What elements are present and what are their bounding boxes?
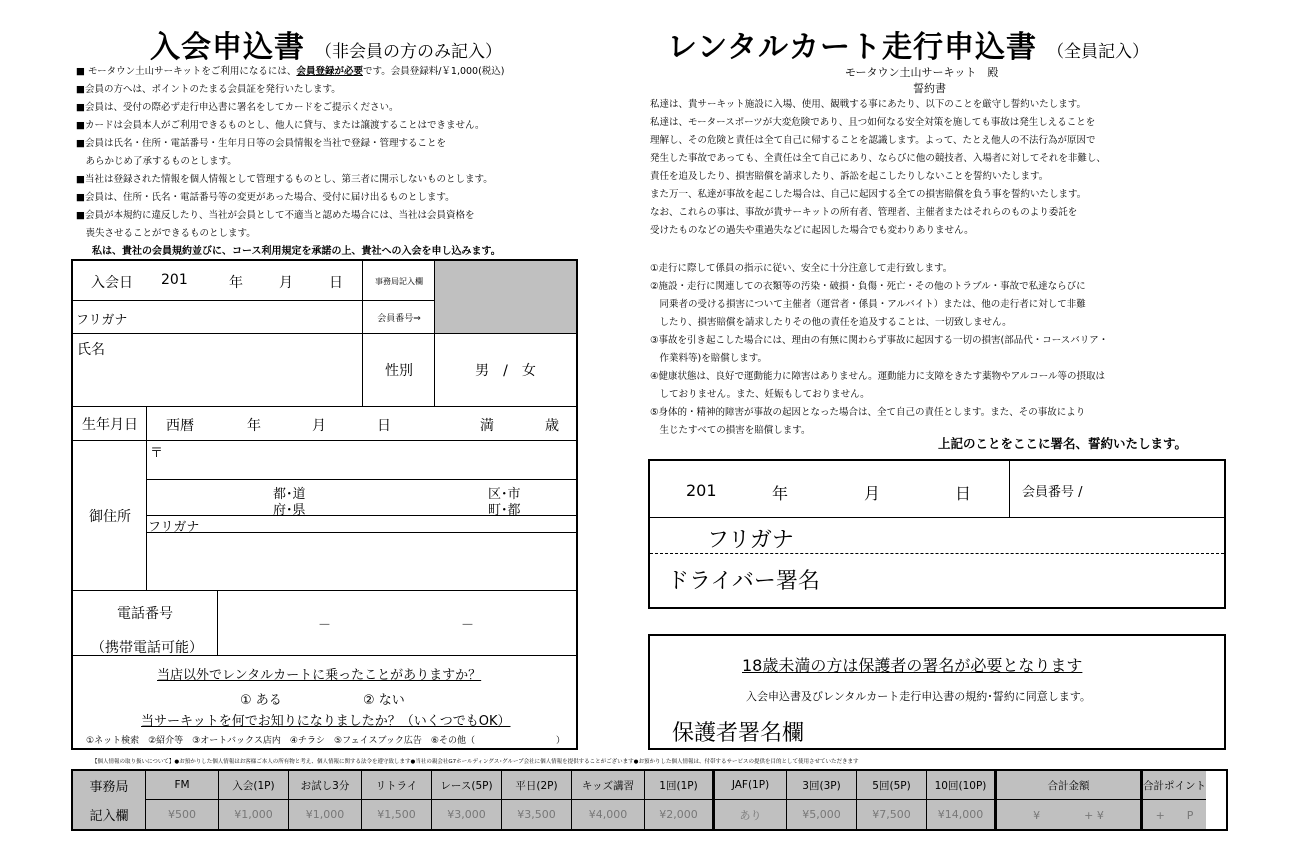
rental-subtitle: （全員記入）	[1047, 42, 1150, 62]
name-label: 氏名	[77, 342, 105, 358]
membership-rules	[76, 63, 636, 243]
option-yes[interactable]: ① ある	[240, 693, 282, 708]
phone-field[interactable]: － －	[217, 590, 576, 656]
fee-value-cell[interactable]: ¥1,500	[361, 800, 431, 829]
join-date-label: 入会日	[91, 275, 133, 291]
fee-header-cell: FM	[145, 771, 218, 800]
fee-value-cell[interactable]: ¥3,500	[501, 800, 571, 829]
fee-value-cell[interactable]: ¥2,000	[644, 800, 714, 829]
driver-member-number-label: 会員番号 /	[1022, 485, 1083, 500]
pledge-item: ②施設・走行に関連しての衣類等の汚染・破損・負傷・死亡・その他のトラブル・事故で私達ならびに	[650, 281, 1086, 292]
questions-area	[73, 655, 576, 748]
address-furigana-field[interactable]	[146, 515, 576, 533]
driver-furigana-field[interactable]	[650, 517, 1224, 554]
gender-label: 性別	[362, 333, 435, 406]
guardian-form	[648, 634, 1226, 750]
fee-header-cell: 合計金額	[996, 771, 1142, 800]
pledge-item: しておりません。また、妊娠もしておりません。	[650, 389, 870, 400]
membership-title	[150, 22, 502, 66]
pledge-title: 誓約書	[913, 82, 946, 95]
rental-title-text: レンタルカート走行申込書	[667, 30, 1038, 65]
pledge-line: 私達は、モータースポーツが大変危険であり、且つ如何なる安全対策を施しても事故は発生しえることを	[650, 117, 1096, 128]
rule-line: ■会員の方へは、ポイントのたまる会員証を発行いたします。	[76, 84, 341, 95]
pledge-line: 受けたものなどの過失や重過失などに起因した場合でも変わりありません。	[650, 225, 974, 236]
fee-value-cell[interactable]: ¥7,500	[856, 800, 926, 829]
pledge-item: ④健康状態は、良好で運動能力に障害はありません。運動能力に支障をきたす薬物やアルコール等の摂取は	[650, 371, 1106, 382]
fee-value-cell[interactable]: ¥3,000	[431, 800, 501, 829]
pledge-line: 発生した事故であっても、全責任は全て自己にあり、ならびに他の競技者、入場者に対してそれを非難し、	[650, 153, 1106, 164]
guardian-signature-field[interactable]: 保護者署名欄	[672, 721, 805, 746]
fee-header-cell: JAF(1P)	[714, 771, 786, 800]
office-use-field	[434, 261, 576, 333]
fee-value-cell[interactable]: ¥14,000	[926, 800, 996, 829]
postal-mark: 〒	[150, 446, 164, 461]
join-date-row	[73, 261, 363, 301]
driver-month-label: 月	[864, 484, 881, 503]
gender-options[interactable]: 男 / 女	[434, 333, 576, 406]
pledge-line: 私達は、貴サーキット施設に入場、使用、観戦する事にあたり、以下のことを厳守し誓約いたします。	[650, 99, 1087, 110]
office-use-label-2: 記入欄	[73, 800, 145, 829]
fee-value-cell[interactable]: + P	[1142, 800, 1206, 829]
driver-year-prefix: 201	[686, 481, 717, 500]
fee-header-cell: 入会(1P)	[218, 771, 288, 800]
fee-value-cell[interactable]: ¥ + ¥	[996, 800, 1142, 829]
fee-header-cell: リトライ	[361, 771, 431, 800]
sign-statement: 上記のことをここに署名、誓約いたします。	[938, 436, 1188, 451]
pledge-item: 作業料等)を賠償します。	[650, 353, 767, 364]
join-day-label: 日	[329, 275, 343, 291]
pledge-item: ①走行に際して係員の指示に従い、安全に十分注意して走行致します。	[650, 263, 953, 274]
pledge-line: また万一、私達が事故を起こした場合は、自己に起因する全ての損害賠償を負う事を誓約いたします。	[650, 189, 1087, 200]
fee-value-cell[interactable]: ¥1,000	[288, 800, 361, 829]
rule-line: 喪失させることができるものとします。	[76, 228, 256, 239]
phone-note: （携帯電話可能）	[91, 640, 203, 656]
address-label: 御住所	[73, 440, 147, 590]
driver-sign-form	[648, 459, 1226, 609]
question-referral: 当サーキットを何でお知りになりましたか？（いくつでもOK）	[141, 714, 511, 729]
office-use-label-1: 事務局	[73, 771, 145, 800]
age-full-label: 満	[480, 418, 494, 434]
rule-line: ■会員は、住所・氏名・電話番号等の変更があった場合、受付に届け出るものとします。	[76, 192, 455, 203]
fee-value-cell[interactable]: ¥1,000	[218, 800, 288, 829]
rule-line: あらかじめ了承するものとします。	[76, 156, 237, 167]
rule-line: ■会員は、受付の際必ず走行申込書に署名をしてカードをご提示ください。	[76, 102, 399, 113]
guardian-consent: 入会申込書及びレンタルカート走行申込書の規約･誓約に同意します。	[746, 690, 1091, 703]
fee-value-cell[interactable]: ¥500	[145, 800, 218, 829]
pledge-item: ⑤身体的・精神的障害が事故の起因となった場合は、全て自己の責任とします。また、その事故により	[650, 407, 1086, 418]
membership-subtitle: （非会員の方のみ記入）	[315, 42, 502, 62]
question-rental-experience: 当店以外でレンタルカートに乗ったことがありますか？	[157, 668, 482, 683]
membership-agreement: 私は、貴社の会員規約並びに、コース利用規定を承諾の上、貴社への入会を申し込みます。	[92, 246, 501, 257]
join-month-label: 月	[279, 275, 293, 291]
fee-header-cell: 10回(10P)	[926, 771, 996, 800]
postal-field[interactable]	[146, 440, 576, 480]
fee-header-cell: レース(5P)	[431, 771, 501, 800]
fee-header-cell: 合計ポイント	[1142, 771, 1206, 800]
phone-label: 電話番号	[117, 606, 173, 622]
birth-day-label: 日	[377, 418, 391, 434]
driver-signature-label: ドライバー署名	[667, 569, 820, 594]
rule-line: ■会員が本規約に違反したり、当社が会員として不適当と認めた場合には、当社は会員資格を	[76, 210, 475, 221]
membership-title-text: 入会申込書	[150, 30, 305, 65]
fee-header-cell: 3回(3P)	[786, 771, 856, 800]
driver-member-number-field[interactable]	[1009, 461, 1224, 518]
fee-header-cell: 平日(2P)	[501, 771, 571, 800]
addressee: モータウン土山サーキット 殿	[845, 66, 999, 79]
name-field[interactable]	[73, 333, 363, 406]
pledge-line: 責任を追及したり、損害賠償を請求したり、訴訟を起こしたりしないことを誓約いたします。	[650, 171, 1049, 182]
member-number-label: 会員番号⇒	[362, 300, 435, 333]
birth-year-label: 年	[247, 418, 261, 434]
pledge-item: 生じたすべての損害を賠償します。	[650, 425, 811, 436]
option-no[interactable]: ② ない	[363, 693, 405, 708]
rule-line: ■会員は氏名・住所・電話番号・生年月日等の会員情報を当社で登録・管理することを	[76, 138, 446, 149]
rule-line: ■ モータウン土山サーキットをご利用になるには、会員登録が必要です。会員登録料/￥1,000(税込)	[76, 66, 505, 77]
office-use-label: 事務局記入欄	[362, 261, 435, 301]
driver-year-label: 年	[772, 484, 789, 503]
fee-header-cell: お試し3分	[288, 771, 361, 800]
rule-emphasis: 会員登録が必要	[296, 66, 363, 77]
membership-form	[71, 259, 578, 750]
birth-field[interactable]	[146, 406, 576, 440]
fee-header-cell: 5回(5P)	[856, 771, 926, 800]
birth-month-label: 月	[312, 418, 326, 434]
rental-title	[667, 22, 1149, 66]
driver-furigana-label: フリガナ	[707, 528, 794, 553]
fee-table	[71, 769, 1228, 831]
prefecture-field[interactable]: 都･道 府･県	[146, 479, 362, 516]
referral-options[interactable]: ①ネット検索 ②紹介等 ③オートバックス店内 ④チラシ ⑤フェイスブック広告 ⑥その他（ ）	[86, 736, 565, 746]
driver-date-row[interactable]	[650, 461, 1010, 518]
seireki-label: 西暦	[166, 418, 194, 434]
rule-line: ■当社は登録された情報を個人情報として管理するものとし、第三者に開示しないものとします。	[76, 174, 493, 185]
address-furigana-label: フリガナ	[148, 520, 200, 535]
furigana-row[interactable]	[73, 300, 363, 333]
rule-line: ■カードは会員本人がご利用できるものとし、他人に貸与、または譲渡することはできません。	[76, 120, 485, 131]
phone-label-cell	[73, 590, 218, 656]
fee-header-cell: キッズ講習	[571, 771, 644, 800]
age-label: 歳	[545, 418, 559, 434]
pledge-line: なお、これらの事は、事故が貴サーキットの所有者、管理者、主催者またはそれらのものより委託を	[650, 207, 1078, 218]
city-field[interactable]: 区･市 町･都	[361, 479, 576, 516]
pledge-text	[650, 96, 1250, 240]
driver-signature-field[interactable]	[650, 554, 1224, 607]
privacy-notice: 【個人情報の取り扱いについて】●お預かりした個人情報はお客様ご本人の所有物と考え、個人情報に関する法令を遵守致します●当社の親会社G7ホールディングス･グループ会社に個人情報を提供することがございます●お預かりした個人情報は、付帯するサービスの提供を目的として使用させていただきます	[92, 759, 859, 765]
guardian-notice: 18歳未満の方は保護者の署名が必要となります	[742, 656, 1083, 675]
pledge-item: したり、損害賠償を請求したりその他の責任を追及することは、一切致しません。	[650, 317, 1012, 328]
address-field[interactable]	[146, 532, 576, 590]
pledge-line: 理解し、その危険と責任は全て自己に帰することを認識します。よって、たとえ他人の不法行為が原因で	[650, 135, 1096, 146]
driver-day-label: 日	[955, 484, 972, 503]
join-year-label: 年	[229, 275, 243, 291]
fee-value-cell[interactable]: ¥4,000	[571, 800, 644, 829]
fee-header-cell: 1回(1P)	[644, 771, 714, 800]
pledge-item: 同乗者の受ける損害について主催者（運営者・係員・アルバイト）または、他の走行者に対して非難	[650, 299, 1086, 310]
furigana-label: フリガナ	[76, 313, 128, 328]
pledge-item: ③事故を引き起こした場合には、理由の有無に関わらず事故に起因する一切の損害(部品代・コースバリア・	[650, 335, 1109, 346]
birth-label: 生年月日	[73, 406, 147, 440]
fee-value-cell[interactable]: ¥5,000	[786, 800, 856, 829]
fee-value-cell[interactable]: あり	[714, 800, 786, 829]
join-year-prefix: 201	[161, 272, 188, 288]
pledge-items	[650, 260, 1250, 440]
